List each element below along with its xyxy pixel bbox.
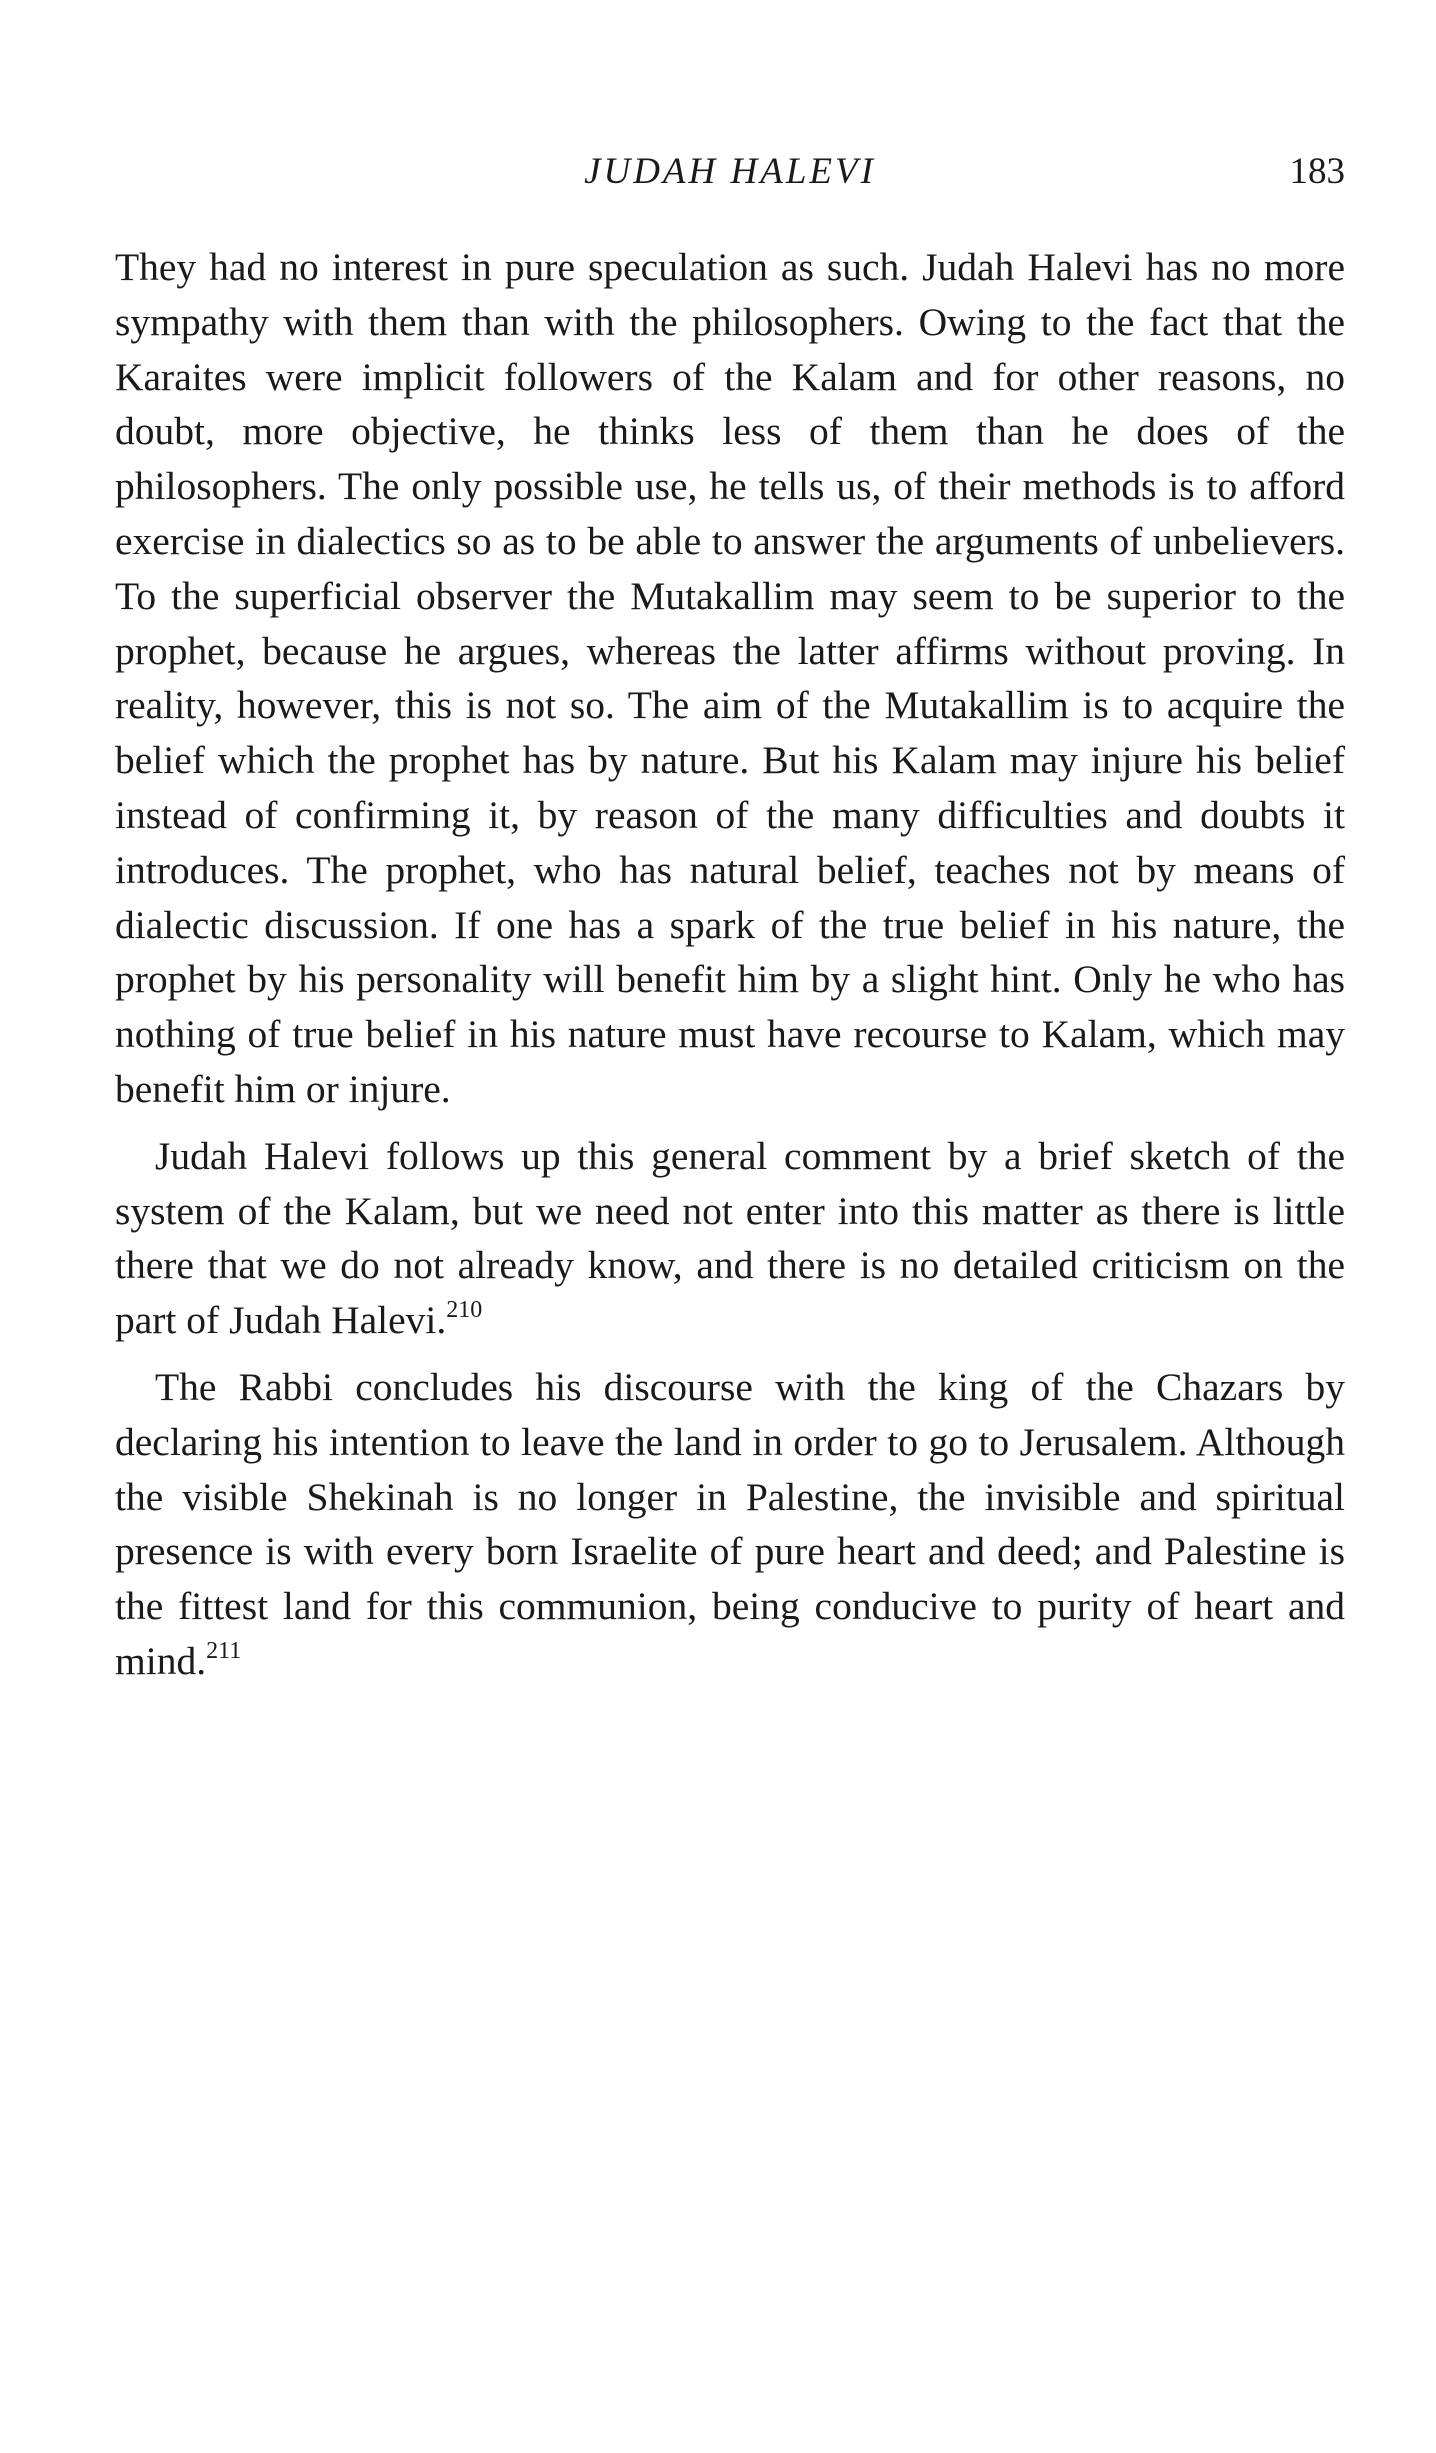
footnote-marker: 211 xyxy=(206,1637,242,1664)
paragraph-text: Judah Halevi follows up this general comment by a brief sketch of the system of the Kalam, but we need not enter into this matter as there is little there that we do not already know, and there is no detailed criticism on the part of Judah Halevi. xyxy=(115,1133,1345,1343)
paragraph xyxy=(115,1129,1345,1348)
running-head xyxy=(115,150,1345,210)
paragraph xyxy=(115,1360,1345,1689)
paragraph-text: They had no interest in pure speculation as such. Judah Halevi has no more sympathy with them than with the philosophers. Owing to the fact that the Karaites were implicit followers of the Kalam and for other reasons, no doubt, more objective, he thinks less of them than he does of the philosophers. The only possible use, he tells us, of their methods is to afford exercise in dialectics so as to be able to answer the arguments of unbelievers. To the superficial observer the Mutakallim may seem to be superior to the prophet, because he argues, whereas the latter affirms without proving. In reality, however, this is not so. The aim of the Mutakallim is to acquire the belief which the prophet has by nature. But his Kalam may injure his belief instead of confirming it, by reason of the many difficulties and doubts it introduces. The prophet, who has natural belief, teaches not by means of dialectic discussion. If one has a spark of the true belief in his nature, the prophet by his personality will benefit him by a slight hint. Only he who has nothing of true belief in his nature must have recourse to Kalam, which may benefit him or injure. xyxy=(115,245,1345,1111)
running-title: JUDAH HALEVI xyxy=(584,151,876,192)
paragraph-text: The Rabbi concludes his discourse with the king of the Chazars by declaring his intention to leave the land in order to go to Jerusalem. Although the visible Shekinah is no longer in Palestine, the invisible and spiritual presence is with every born Israelite of pure heart and deed; and Palestine is the fittest land for this communion, being conducive to purity of heart and mind. xyxy=(115,1364,1345,1683)
footnote-marker: 210 xyxy=(446,1297,483,1324)
paragraph xyxy=(115,240,1345,1117)
page-number: 183 xyxy=(1289,151,1345,192)
body-text xyxy=(115,240,1345,1689)
